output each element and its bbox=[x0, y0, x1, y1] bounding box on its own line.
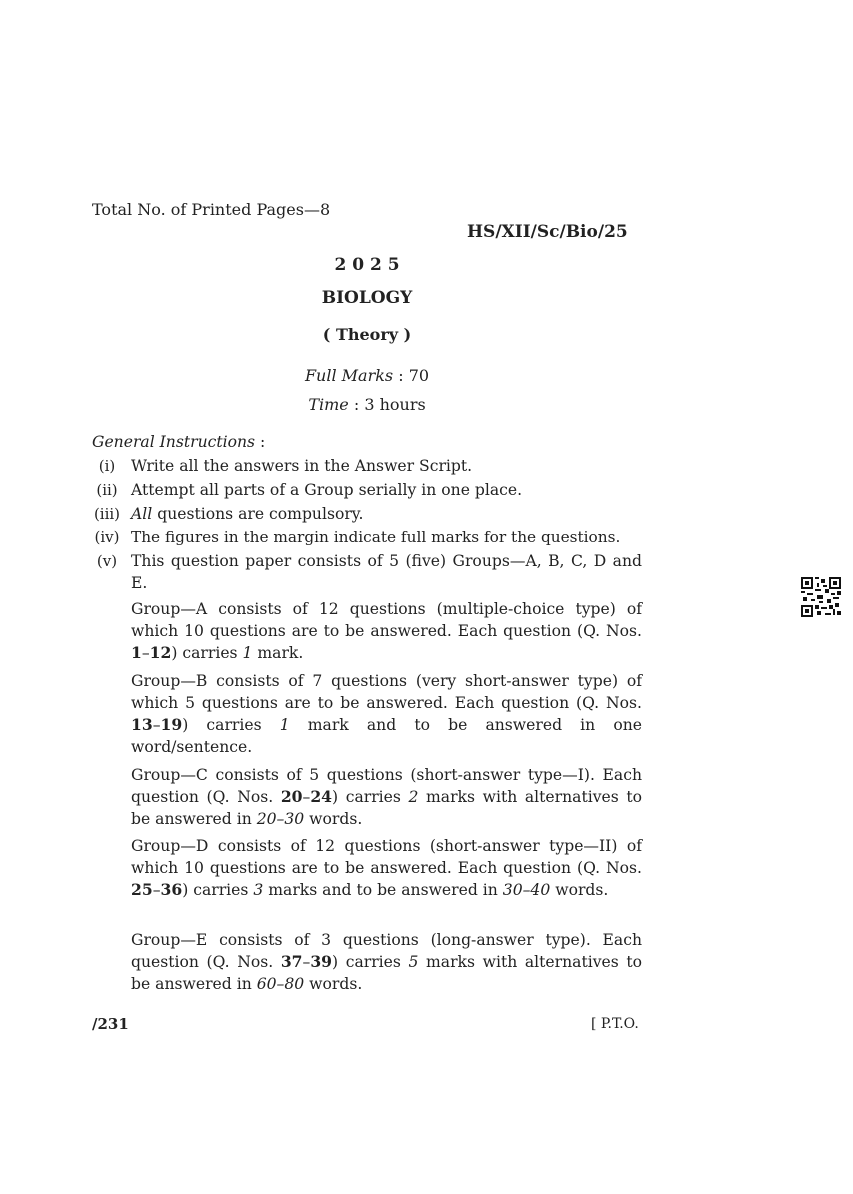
instruction-text: This question paper consists of 5 (five) Groups—A, B, C, D and E. bbox=[131, 552, 642, 592]
group-text: Group—E consists of 3 questions (long-answer type). Each question (Q. Nos. bbox=[131, 931, 642, 971]
group-a-description bbox=[131, 598, 642, 664]
group-e-description bbox=[131, 929, 642, 995]
word-range: 20–30 bbox=[256, 810, 305, 828]
group-text: words. bbox=[304, 810, 363, 828]
question-dash: – bbox=[152, 716, 161, 734]
group-b-description bbox=[131, 670, 642, 758]
instruction-number: (ii) bbox=[96, 481, 118, 499]
group-text: Group—C consists of 5 questions (short-answer type—I). Each question (Q. Nos. bbox=[131, 766, 642, 806]
question-dash: – bbox=[152, 881, 161, 899]
qr-code-icon bbox=[801, 577, 841, 617]
group-text: ) carries bbox=[332, 953, 409, 971]
group-text: ) carries bbox=[332, 788, 409, 806]
group-text: mark and to be answered in one word/sentence. bbox=[131, 716, 643, 756]
group-text: mark. bbox=[252, 644, 304, 662]
question-start: 37 bbox=[280, 952, 303, 971]
question-start: 13 bbox=[131, 715, 153, 734]
instruction-number: (iv) bbox=[94, 528, 120, 546]
full-marks bbox=[267, 365, 467, 387]
instruction-text: Attempt all parts of a Group serially in one place. bbox=[131, 481, 523, 499]
full-marks-value: : 70 bbox=[393, 366, 430, 385]
instruction-lead: All bbox=[131, 505, 153, 523]
question-dash: – bbox=[302, 788, 311, 806]
question-end: 12 bbox=[149, 643, 172, 662]
marks-value: 2 bbox=[408, 788, 419, 806]
question-dash: – bbox=[141, 644, 150, 662]
group-text: ) carries bbox=[182, 881, 254, 899]
paper-code: HS/XII/Sc/Bio/25 bbox=[467, 222, 628, 242]
group-text: Group—B consists of 7 questions (very short-answer type) of which 5 questions are to be answered. Each question (Q. Nos. bbox=[131, 672, 642, 712]
instruction-text: Write all the answers in the Answer Script. bbox=[131, 457, 473, 475]
instruction-number: (i) bbox=[98, 457, 116, 475]
group-text: words. bbox=[304, 975, 363, 993]
question-start: 25 bbox=[131, 880, 153, 899]
group-text: marks with alternatives to be answered in bbox=[131, 788, 642, 828]
time-value: : 3 hours bbox=[348, 395, 426, 414]
marks-value: 5 bbox=[408, 953, 419, 971]
group-text: ) carries bbox=[171, 644, 243, 662]
group-text: marks and to be answered in bbox=[263, 881, 503, 899]
question-end: 24 bbox=[310, 787, 333, 806]
question-start: 1 bbox=[131, 643, 142, 662]
word-range: 60–80 bbox=[256, 975, 305, 993]
full-marks-label: Full Marks bbox=[304, 366, 394, 385]
paper-type: ( Theory ) bbox=[322, 325, 412, 344]
group-text: Group—D consists of 12 questions (short-answer type—II) of which 10 questions are to be answered. Each question (Q. Nos. bbox=[131, 837, 642, 877]
exam-year: 2 0 2 5 bbox=[334, 255, 400, 275]
instruction-text bbox=[131, 503, 642, 525]
marks-value: 3 bbox=[253, 881, 264, 899]
question-end: 19 bbox=[160, 715, 183, 734]
instruction-number: (iii) bbox=[93, 505, 121, 523]
instruction-rest: questions are compulsory. bbox=[152, 505, 364, 523]
group-text: ) carries bbox=[182, 716, 280, 734]
group-text: words. bbox=[550, 881, 609, 899]
group-text: Group—A consists of 12 questions (multiple-choice type) of which 10 questions are to be answered. Each question (Q. Nos. bbox=[131, 600, 642, 640]
footer-code: /231 bbox=[92, 1015, 129, 1033]
exam-time bbox=[267, 394, 467, 416]
question-start: 20 bbox=[280, 787, 303, 806]
instructions-heading-colon: : bbox=[255, 433, 266, 451]
group-d-description bbox=[131, 835, 642, 901]
instructions-heading-label: General Instructions bbox=[92, 433, 256, 451]
printed-pages: Total No. of Printed Pages—8 bbox=[92, 200, 331, 219]
instructions-heading bbox=[92, 431, 265, 453]
marks-value: 1 bbox=[279, 716, 290, 734]
time-label: Time bbox=[308, 395, 349, 414]
instruction-text: The figures in the margin indicate full marks for the questions. bbox=[131, 528, 621, 546]
please-turn-over: [ P.T.O. bbox=[591, 1016, 639, 1032]
marks-value: 1 bbox=[242, 644, 253, 662]
subject-title: BIOLOGY bbox=[321, 288, 413, 308]
group-text: marks with alternatives to be answered in bbox=[131, 953, 642, 993]
question-dash: – bbox=[302, 953, 311, 971]
word-range: 30–40 bbox=[502, 881, 551, 899]
instruction-number: (v) bbox=[96, 552, 118, 570]
group-c-description bbox=[131, 764, 642, 830]
question-end: 39 bbox=[310, 952, 333, 971]
question-end: 36 bbox=[160, 880, 183, 899]
